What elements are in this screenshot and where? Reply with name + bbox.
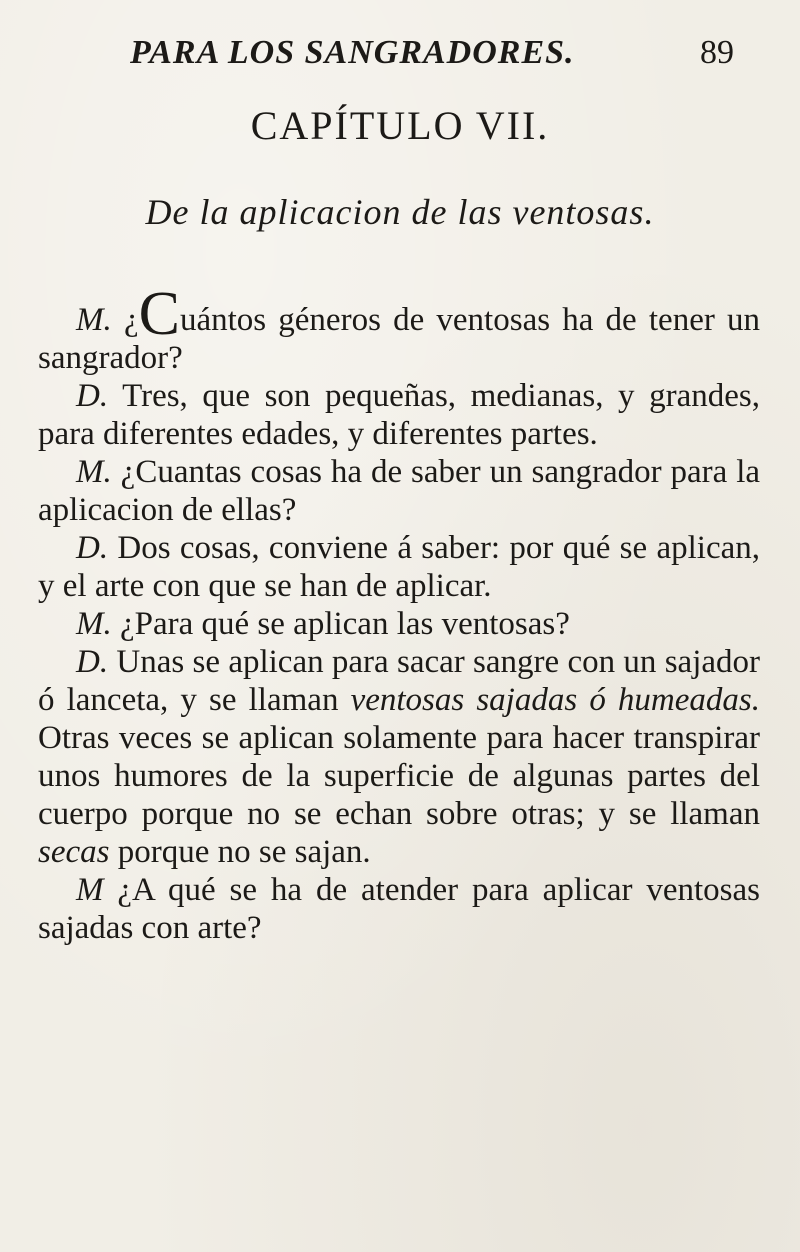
speaker-label: M.	[76, 606, 112, 642]
speaker-label: M.	[76, 302, 112, 338]
dialogue-question-3	[38, 605, 760, 643]
speaker-label: D.	[76, 378, 109, 414]
dialogue-text: Otras veces se aplican solamente para hacer transpirar unos humores de la superficie de algunas partes del cuerpo porque no se echan sobre otras; y se llaman	[38, 720, 760, 832]
chapter-subtitle: De la aplicacion de las ventosas.	[145, 192, 655, 232]
dialogue-text: Unas se aplican para sacar sangre con un sajador ó lanceta, y se llaman	[38, 644, 761, 718]
italic-term: ventosas sajadas ó humeadas.	[350, 682, 761, 718]
dialogue-question-1	[38, 275, 760, 377]
dialogue-answer-1	[38, 377, 760, 453]
drop-cap-letter: C	[138, 280, 180, 348]
dialogue-text: porque no se sajan.	[117, 834, 371, 870]
speaker-label: D.	[76, 644, 109, 680]
dialogue-body	[38, 275, 760, 947]
running-title: PARA LOS SANGRADORES.	[130, 34, 575, 71]
italic-term: secas	[38, 834, 110, 870]
speaker-label: D.	[76, 530, 109, 566]
dialogue-text: ¿Cuantas cosas ha de saber un sangrador para la aplicacion de ellas?	[38, 454, 761, 528]
chapter-title: CAPÍTULO VII.	[250, 103, 550, 148]
dialogue-text: Dos cosas, conviene á saber: por qué se aplican, y el arte con que se han de aplicar.	[38, 530, 760, 604]
speaker-label: M	[76, 872, 104, 908]
dialogue-text: ¿A qué se ha de atender para aplicar ventosas sajadas con arte?	[38, 872, 760, 946]
open-question-mark: ¿	[123, 302, 139, 338]
dialogue-answer-2	[38, 529, 760, 605]
dialogue-answer-3	[38, 643, 760, 871]
speaker-label: M.	[76, 454, 112, 490]
dialogue-question-4	[38, 871, 760, 947]
dialogue-text: ¿Para qué se aplican las ventosas?	[120, 606, 570, 642]
dialogue-text: uántos géneros de ventosas ha de tener un sangrador?	[38, 302, 761, 376]
page-number: 89	[700, 34, 734, 71]
dialogue-question-2	[38, 453, 760, 529]
dialogue-text: Tres, que son pequeñas, medianas, y grandes, para diferentes edades, y diferentes partes.	[38, 378, 761, 452]
